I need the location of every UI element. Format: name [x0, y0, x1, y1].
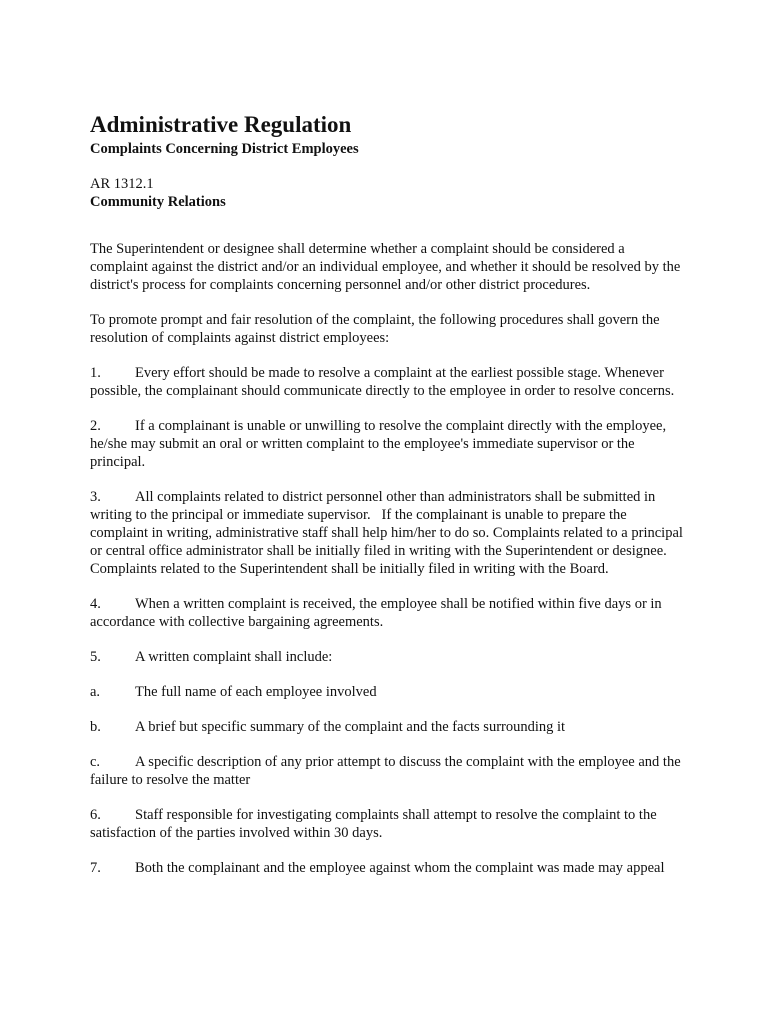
procedure-item-2	[90, 417, 684, 471]
item-text: A brief but specific summary of the complaint and the facts surrounding it	[135, 719, 566, 735]
regulation-code: AR 1312.1	[90, 176, 154, 192]
procedure-item-1	[90, 364, 684, 400]
item-text: Staff responsible for investigating complaints shall attempt to resolve the complaint to the satisfaction of the parties involved within 30 days.	[90, 807, 657, 841]
item-text: When a written complaint is received, the employee shall be notified within five days or in accordance with collective bargaining agreements.	[90, 596, 662, 630]
item-text: Both the complainant and the employee against whom the complaint was made may appeal	[135, 860, 665, 876]
procedures-intro-paragraph: To promote prompt and fair resolution of the complaint, the following procedures shall govern the resolution of complaints against district employees:	[90, 312, 660, 346]
regulation-header	[90, 175, 684, 211]
procedure-item-5	[90, 648, 684, 666]
procedure-item-3	[90, 488, 687, 578]
item-text: A specific description of any prior attempt to discuss the complaint with the employee and the failure to resolve the matter	[90, 754, 681, 788]
item-marker: a.	[90, 684, 101, 700]
item-text: A written complaint shall include:	[135, 649, 333, 665]
intro-paragraph: The Superintendent or designee shall determine whether a complaint should be considered a complaint against the district and/or an individual employee, and whether it should be resolved by the district's process for complaints concerning personnel and/or other district procedures.	[90, 241, 681, 293]
item-text: The full name of each employee involved	[135, 684, 377, 700]
procedure-item-6	[90, 806, 684, 842]
item-marker: 7.	[90, 860, 101, 876]
item-marker: 4.	[90, 596, 101, 612]
item-text: Every effort should be made to resolve a complaint at the earliest possible stage. Whenever possible, the complainant should communicate directly to the employee in order to resolve concerns.	[90, 365, 675, 399]
document-content	[90, 110, 687, 894]
procedure-subitem-b	[90, 718, 684, 736]
item-marker: 1.	[90, 365, 101, 381]
item-marker: 2.	[90, 418, 101, 434]
item-marker: c.	[90, 754, 101, 770]
procedure-item-7	[90, 859, 684, 877]
item-marker: 6.	[90, 807, 101, 823]
document-subtitle: Complaints Concerning District Employees	[90, 141, 359, 157]
item-text: All complaints related to district personnel other than administrators shall be submitted in writing to the principal or immediate supervisor. If the complainant is unable to prepare the complaint in writing, administrative staff shall help him/her to do so. Complaints related to a principal or central office administrator shall be initially filed in writing with the Superintendent or designee. Complaints related to the Superintendent shall be initially filed in writing with the Board.	[90, 489, 687, 577]
document-title: Administrative Regulation	[90, 112, 352, 137]
item-marker: 5.	[90, 649, 101, 665]
procedure-subitem-a	[90, 683, 684, 701]
procedure-subitem-c	[90, 753, 684, 789]
document-body	[90, 240, 687, 877]
regulation-section: Community Relations	[90, 194, 226, 210]
procedure-item-4	[90, 595, 684, 631]
item-text: If a complainant is unable or unwilling to resolve the complaint directly with the employee, he/she may submit an oral or written complaint to the employee's immediate supervisor or the principal.	[90, 418, 667, 470]
item-marker: 3.	[90, 489, 101, 505]
item-marker: b.	[90, 719, 101, 735]
